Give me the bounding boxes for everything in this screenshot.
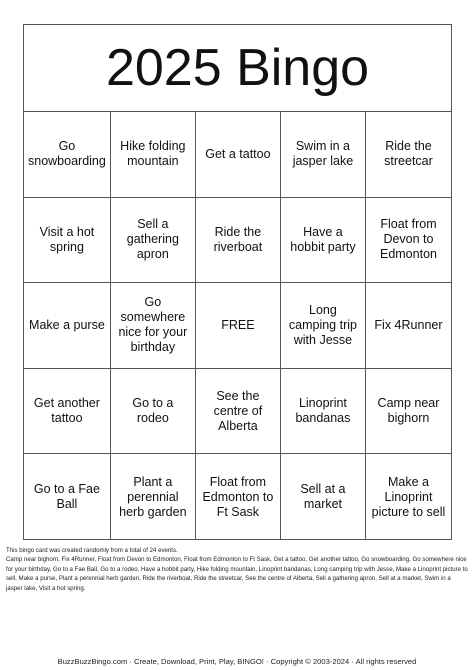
bingo-cell: Go to a Fae Ball: [24, 454, 111, 540]
bingo-cell: Go snowboarding: [24, 112, 111, 198]
bingo-cell: Ride the riverboat: [196, 198, 281, 284]
bingo-cell: Go somewhere nice for your birthday: [111, 283, 196, 369]
bingo-cell: Camp near bighorn: [366, 369, 451, 455]
bingo-card: [23, 24, 452, 540]
bingo-cell: Long camping trip with Jesse: [281, 283, 366, 369]
bingo-cell: Sell a gathering apron: [111, 198, 196, 284]
bingo-cell: Plant a perennial herb garden: [111, 454, 196, 540]
bingo-grid: [24, 112, 451, 540]
bingo-cell: Make a purse: [24, 283, 111, 369]
info-event-list: Camp near bighorn, Fix 4Runner, Float from Devon to Edmonton, Float from Edmonton to Ft Sask, Get a tattoo, Get another tattoo, Go snowboarding, Go somewhere nice for your birthday, Go to a Fae Ball, Go to a rodeo, Have a hobbit party, Hike folding mountain, Linoprint bandanas, Long camping trip with Jesse, Make a Linoprint picture to sell, Make a purse, Plant a perennial herb garden, Ride the riverboat, Ride the streetcar, See the centre of Alberta, Sell a gathering apron, Sell at a market, Swim in a jasper lake, Visit a hot spring.: [6, 556, 468, 592]
bingo-cell: Get a tattoo: [196, 112, 281, 198]
bingo-cell: Ride the streetcar: [366, 112, 451, 198]
bingo-cell: Fix 4Runner: [366, 283, 451, 369]
card-info: [6, 546, 468, 593]
bingo-cell: Float from Edmonton to Ft Sask: [196, 454, 281, 540]
bingo-cell: Go to a rodeo: [111, 369, 196, 455]
bingo-cell: Swim in a jasper lake: [281, 112, 366, 198]
bingo-cell: Linoprint bandanas: [281, 369, 366, 455]
bingo-cell: Hike folding mountain: [111, 112, 196, 198]
bingo-cell: Make a Linoprint picture to sell: [371, 474, 446, 519]
site-footer: BuzzBuzzBingo.com · Create, Download, Print, Play, BINGO! · Copyright © 2003-2024 · All rights reserved: [57, 657, 417, 666]
info-intro: This bingo card was created randomly from a total of 24 events.: [6, 547, 178, 554]
bingo-cell: Have a hobbit party: [281, 198, 366, 284]
bingo-cell: See the centre of Alberta: [196, 369, 281, 455]
bingo-cell: Sell at a market: [281, 454, 366, 540]
bingo-cell: Visit a hot spring: [24, 198, 111, 284]
bingo-cell: Float from Devon to Edmonton: [366, 198, 451, 284]
bingo-free-cell: FREE: [196, 283, 281, 369]
card-title: 2025 Bingo: [24, 25, 451, 112]
bingo-cell: Get another tattoo: [24, 369, 111, 455]
